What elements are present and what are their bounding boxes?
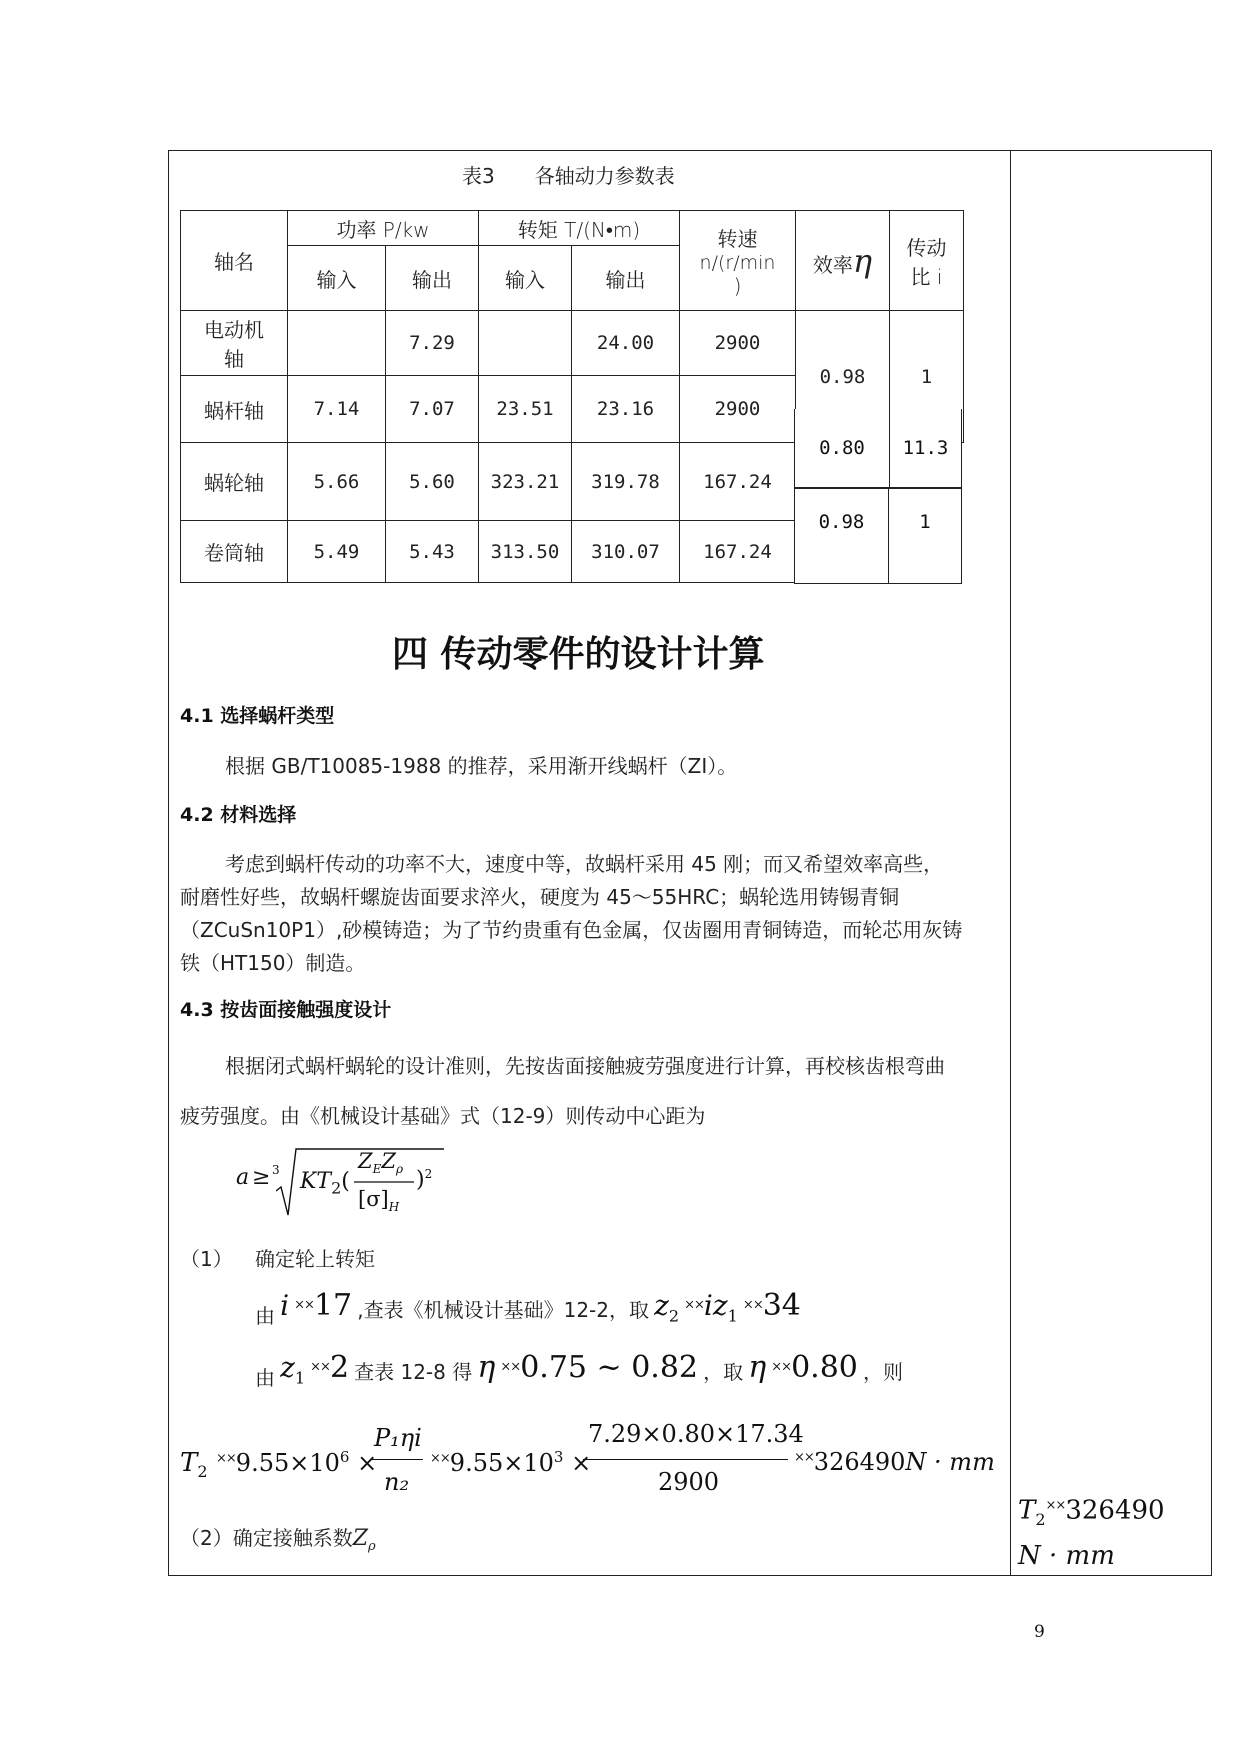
cell-power-output: 5.43 [386, 521, 479, 583]
t2-result: ××326490N · mm [794, 1448, 995, 1476]
header-ratio-line1: 传动 [906, 235, 947, 260]
section-4-2-line: （ZCuSn10P1）,砂模铸造；为了节约贵重有色金属，仅齿圈用青铜铸造，而轮芯用灰铸 [180, 918, 963, 942]
formula-root-index: 3 [272, 1163, 280, 1177]
side-note-unit: N · mm [1018, 1540, 1115, 1571]
header-ratio [890, 211, 964, 311]
cell-speed: 167.24 [680, 443, 796, 521]
section-4-1-text: 根据 GB/T10085-1988 的推荐，采用渐开线蜗杆（ZI）。 [225, 754, 738, 778]
formula-z-numerator: $Z_EZ_\rho$ [358, 1149, 404, 1177]
cell-speed: 2900 [680, 376, 796, 443]
row-name-line1: 电动机 [204, 318, 264, 342]
step-2-title: （2）确定接触系数$Z_\rho$ [180, 1526, 376, 1554]
value-2: 2 [329, 1350, 350, 1385]
text-then: ，则 [862, 1360, 903, 1384]
step-1-line-1 [255, 1288, 801, 1336]
cell-torque-input: 23.51 [479, 376, 572, 443]
side-note-t2 [1018, 1488, 1165, 1574]
header-eta-symbol: η [852, 241, 873, 280]
header-ratio-line2: 比 i [910, 264, 943, 289]
section-4-2-title: 4.2 材料选择 [180, 804, 297, 826]
step-1-label: （1） [180, 1247, 233, 1271]
header-efficiency-label: 效率 [812, 252, 853, 277]
header-torque-output: 输出 [572, 246, 680, 311]
t2-frac1-numerator: P₁ηi [374, 1424, 422, 1452]
cell-speed: 167.24 [680, 521, 796, 583]
cell-power-input: 5.49 [288, 521, 386, 583]
cell-power-output: 7.07 [386, 376, 479, 443]
row-name-line2: 轴 [224, 347, 244, 371]
header-speed-line3: ) [733, 274, 742, 298]
formula-ge: ≥ [252, 1165, 271, 1190]
table-caption: 表3 各轴动力参数表 [462, 164, 675, 188]
header-torque-input: 输入 [479, 246, 572, 311]
section-4-2-line: 耐磨性好些，故蜗杆螺旋齿面要求淬火，硬度为 45～55HRC；蜗轮选用铸锡青铜 [180, 885, 900, 909]
row-name [181, 311, 288, 376]
cell-torque-input [479, 311, 572, 376]
side-note-line-1: $T_2^{\times\times}326490$ [1018, 1495, 1165, 1529]
header-speed-line1: 转速 [717, 227, 758, 251]
t2-frac2-numerator: 7.29×0.80×17.34 [588, 1420, 804, 1448]
formula-sigma-denominator: $[\sigma]_H$ [358, 1187, 400, 1215]
header-speed-line2: n/(r/min [699, 252, 776, 274]
page-number: 9 [1034, 1622, 1045, 1642]
cell-efficiency: 0.98 [795, 489, 889, 583]
cell-power-input: 5.66 [288, 443, 386, 521]
formula-kt: $KT_2$( [300, 1169, 350, 1198]
side-column-divider [1010, 150, 1011, 1576]
equals-symbol-glyph: ×× [742, 1297, 763, 1313]
cell-power-output: 7.29 [386, 311, 479, 376]
t2-const-2: $^{\times\times}9.55\times 10^3$ × [430, 1448, 592, 1477]
header-speed [680, 211, 796, 311]
cell-ratio: 1 [890, 311, 964, 443]
cell-power-output: 5.60 [386, 443, 479, 521]
equals-symbol-glyph: ×× [500, 1359, 521, 1375]
cell-efficiency: 0.98 [796, 311, 890, 443]
section-4-1-title: 4.1 选择蜗杆类型 [180, 705, 335, 727]
section-4-2-line: 铁（HT150）制造。 [180, 951, 366, 975]
equals-symbol-glyph: ×× [310, 1359, 330, 1375]
header-efficiency [796, 211, 890, 311]
equals-symbol-glyph: ×× [684, 1297, 704, 1313]
symbol-eta: η [477, 1350, 496, 1385]
cell-efficiency: 0.80 [795, 409, 890, 487]
step-1-line-2 [255, 1350, 903, 1398]
section-4-3-line: 根据闭式蜗杆蜗轮的设计准则，先按齿面接触疲劳强度进行计算，再校核齿根弯曲 [225, 1054, 945, 1078]
eff-ratio-block-2 [794, 409, 962, 488]
equals-symbol-glyph: ×× [294, 1297, 314, 1313]
symbol-i: i [280, 1289, 290, 1322]
step-1-title: 确定轮上转矩 [255, 1247, 375, 1271]
row-name: 蜗轮轴 [181, 443, 288, 521]
section-4-3-title: 4.3 按齿面接触强度设计 [180, 999, 392, 1021]
header-torque: 转矩 T/(N•m) [479, 211, 680, 246]
header-axis-name: 轴名 [181, 211, 288, 311]
cell-torque-input: 313.50 [479, 521, 572, 583]
t2-symbol: $T_2$ [180, 1448, 208, 1482]
header-power: 功率 P/kw [288, 211, 479, 246]
text-take: ，取 [703, 1360, 744, 1384]
t2-frac1-denominator: n₂ [384, 1468, 410, 1496]
t2-const-1: $^{\times\times}9.55\times 10^6$ × [216, 1448, 378, 1477]
t2-formula [180, 1418, 1000, 1510]
cell-power-input: 7.14 [288, 376, 386, 443]
equals-symbol-glyph: ×× [771, 1359, 792, 1375]
cell-torque-input: 323.21 [479, 443, 572, 521]
text-lookup-table-2: 查表 12-8 得 [354, 1360, 473, 1384]
formula-a: a [236, 1165, 250, 1190]
t2-frac2-bar [583, 1459, 788, 1460]
cell-ratio: 11.3 [902, 437, 949, 459]
formula-close: )$^2$ [416, 1167, 433, 1193]
text-lookup-table: ,查表《机械设计基础》12-2，取 [357, 1298, 649, 1322]
cell-torque-output: 23.16 [572, 376, 680, 443]
text-you: 由 [255, 1304, 275, 1328]
symbol-z1: $z_1$ [280, 1351, 306, 1388]
value-17: 17 [313, 1288, 353, 1323]
cell-torque-output: 310.07 [572, 521, 680, 583]
value-eta-range: 0.75 ~ 0.82 [520, 1350, 699, 1385]
header-power-input: 输入 [288, 246, 386, 311]
symbol-z2: $z_2$ [654, 1289, 680, 1326]
t2-frac2-denominator: 2900 [658, 1468, 720, 1496]
row-name: 蜗杆轴 [181, 376, 288, 443]
text-you: 由 [255, 1366, 275, 1390]
cell-power-input [288, 311, 386, 376]
value-eta: 0.80 [791, 1350, 858, 1385]
header-power-output: 输出 [386, 246, 479, 311]
t2-frac1-bar [371, 1459, 423, 1460]
value-34: 34 [762, 1288, 801, 1323]
cell-speed: 2900 [680, 311, 796, 376]
cell-torque-output: 24.00 [572, 311, 680, 376]
chapter-title: 四 传动零件的设计计算 [392, 634, 765, 675]
symbol-eta: η [748, 1350, 767, 1385]
cell-ratio: 1 [919, 511, 931, 533]
cell-torque-output: 319.78 [572, 443, 680, 521]
symbol-iz1: $iz_1$ [703, 1289, 738, 1326]
row-name: 卷筒轴 [181, 521, 288, 583]
section-4-2-line: 考虑到蜗杆传动的功率不大，速度中等，故蜗杆采用 45 刚；而又希望效率高些， [225, 852, 944, 876]
eff-ratio-block-3 [794, 488, 962, 584]
center-distance-formula [236, 1145, 446, 1225]
section-4-3-line: 疲劳强度。由《机械设计基础》式（12-9）则传动中心距为 [180, 1104, 706, 1128]
